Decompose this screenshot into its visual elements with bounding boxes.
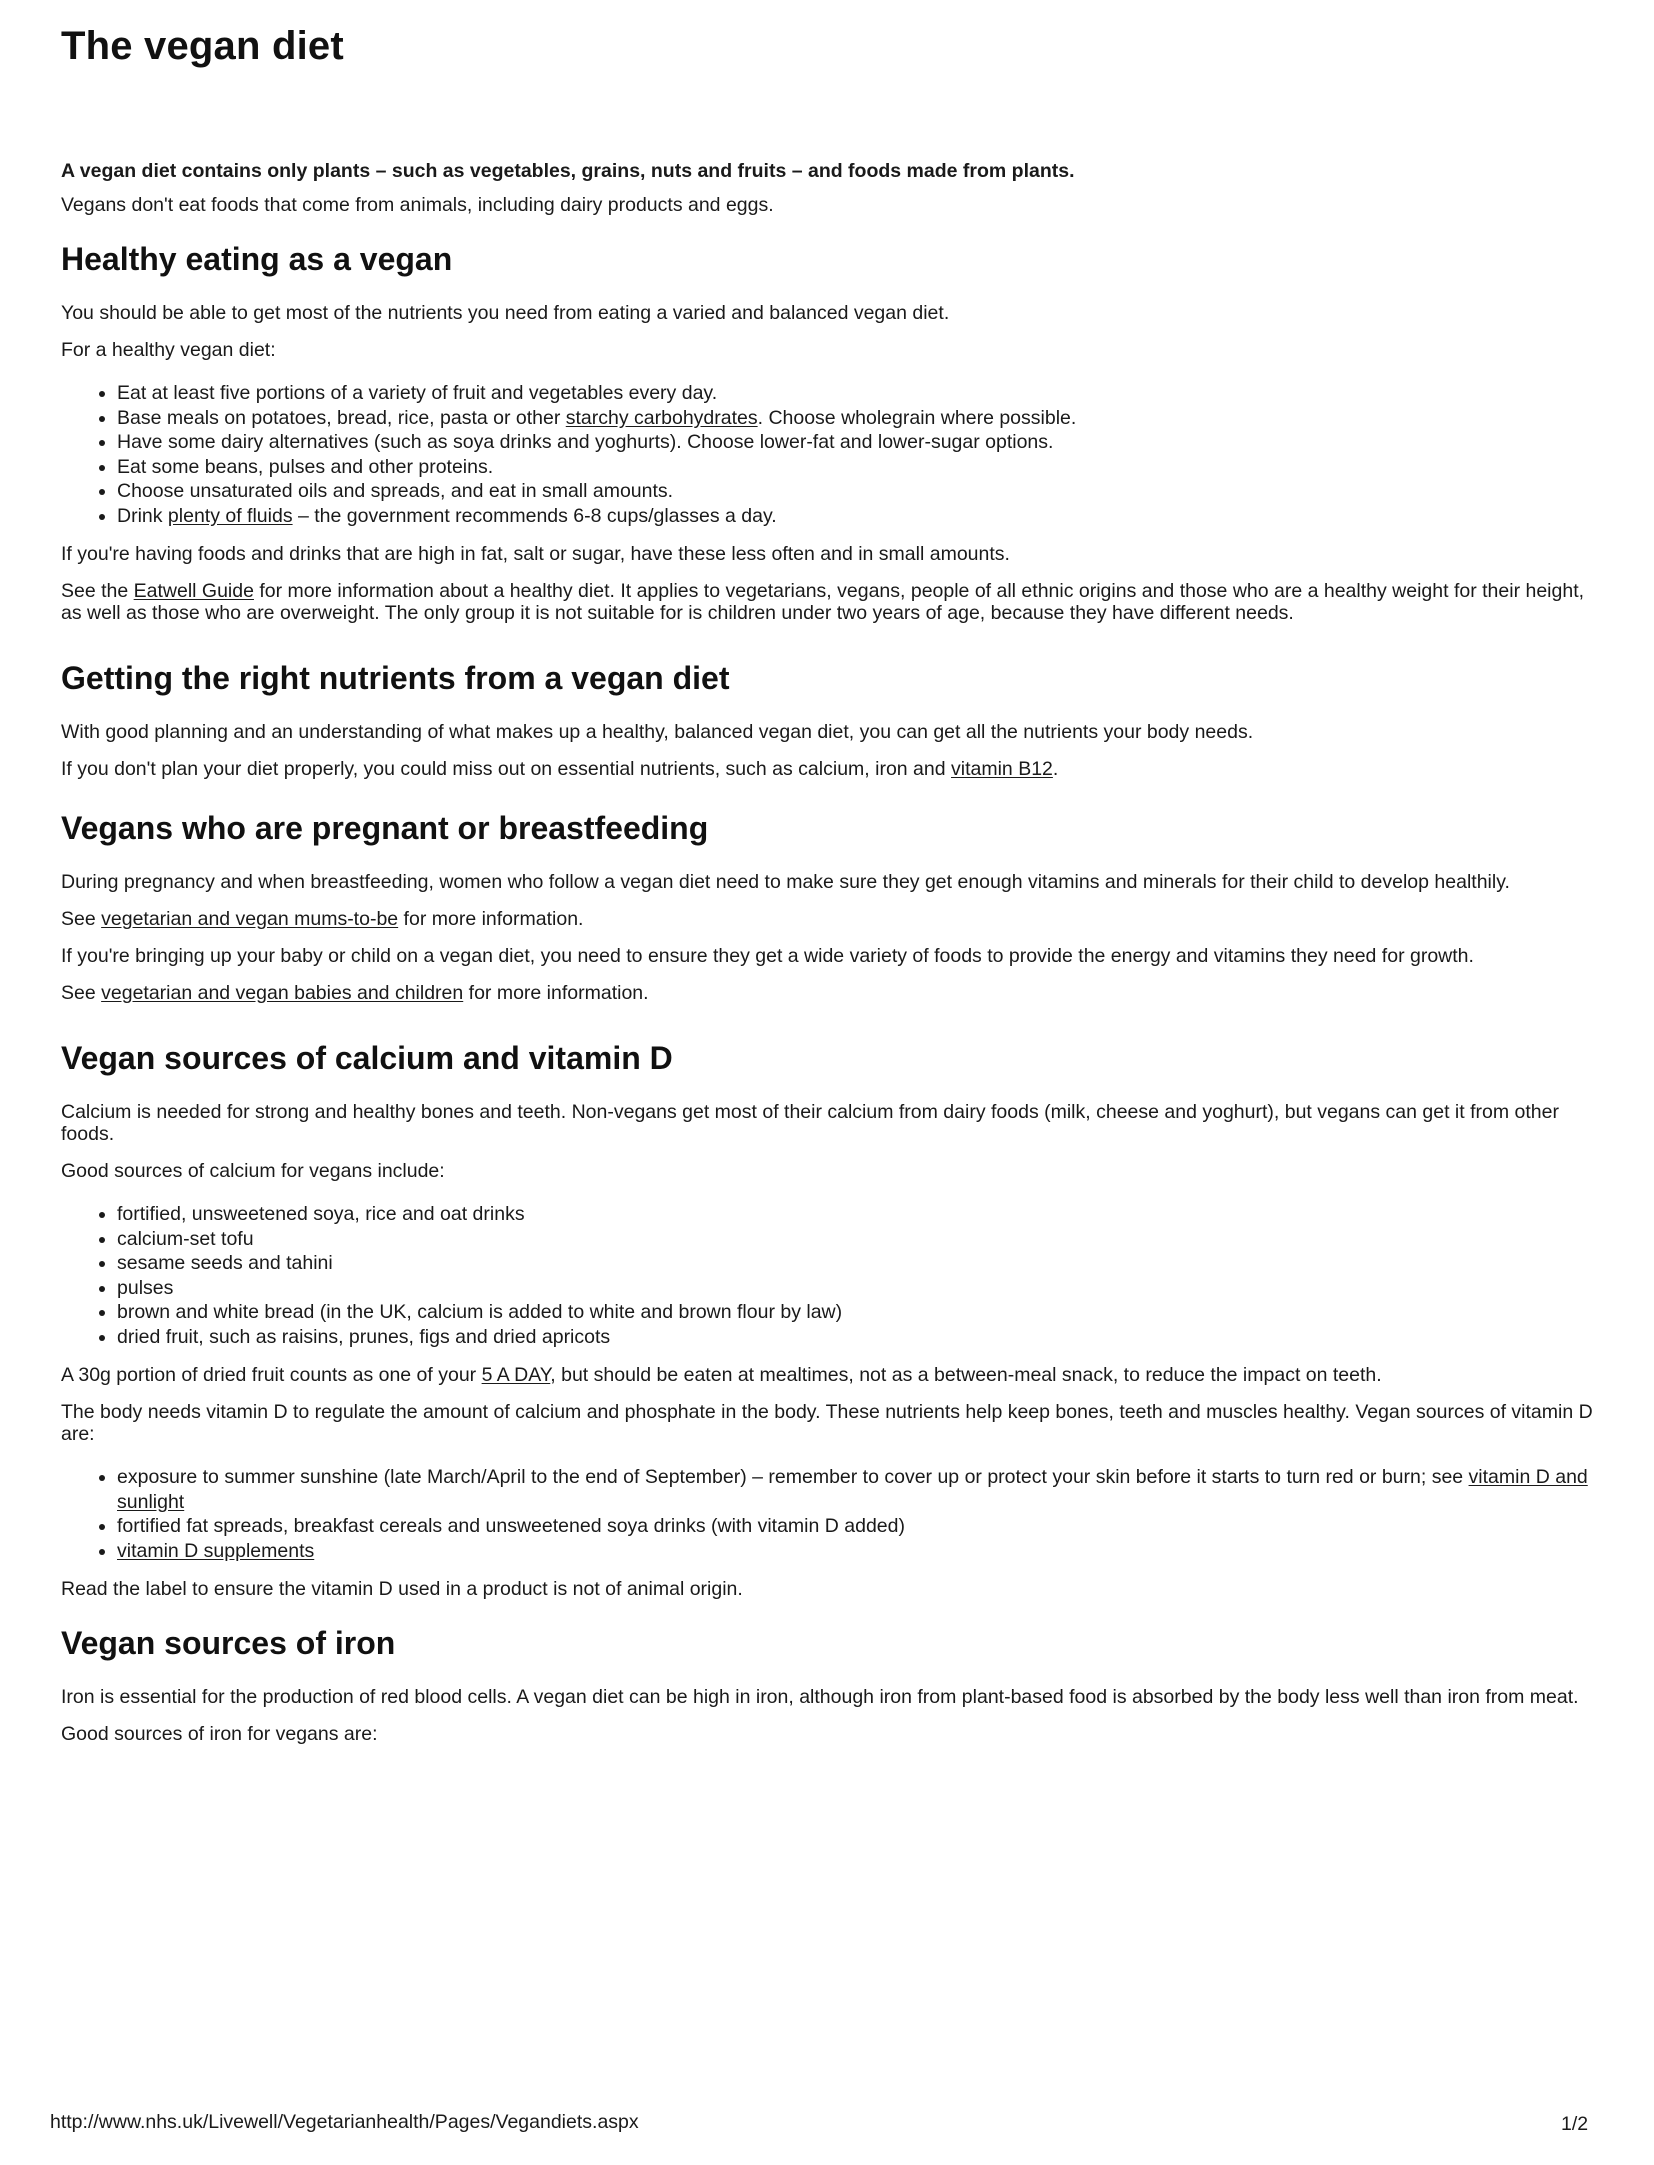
text-segment: pulses: [117, 1276, 174, 1299]
text-segment: If you don't plan your diet properly, you could miss out on essential nutrients, such as calcium, iron and: [61, 758, 952, 780]
list-item: [117, 1276, 1601, 1301]
paragraph: [61, 1101, 1601, 1145]
text-segment: For a healthy vegan diet:: [61, 339, 276, 361]
text-segment: If you're bringing up your baby or child on a vegan diet, you need to ensure they get a wide variety of foods to provide the energy and vitamins they need for growth.: [61, 945, 1474, 967]
text-segment: exposure to summer sunshine (late March/April to the end of September) – remember to cover up or protect your skin before it starts to turn red or burn; see: [117, 1466, 1469, 1488]
text-segment: If you're having foods and drinks that are high in fat, salt or sugar, have these less often and in small amounts.: [61, 543, 1010, 565]
paragraph: [61, 758, 1601, 780]
bullet-list: [61, 1465, 1601, 1563]
list-item: [117, 455, 1601, 480]
text-segment: calcium-set tofu: [117, 1227, 254, 1250]
text-segment: Good sources of iron for vegans are:: [61, 1723, 378, 1745]
text-segment: Read the label to ensure the vitamin D used in a product is not of animal origin.: [61, 1578, 743, 1600]
list-item: [117, 1202, 1601, 1227]
text-segment: Calcium is needed for strong and healthy bones and teeth. Non-vegans get most of their calcium from dairy foods (milk, cheese and yoghurt), but vegans can get it from other foods.: [61, 1101, 1559, 1145]
list-item: [117, 430, 1601, 455]
paragraph: [61, 945, 1601, 967]
text-segment: See: [61, 908, 102, 930]
list-item: [117, 479, 1601, 504]
text-segment: Eat at least five portions of a variety of fruit and vegetables every day.: [117, 382, 718, 404]
list-item: [117, 381, 1601, 406]
paragraph: [61, 1401, 1601, 1445]
paragraph: [61, 1578, 1601, 1600]
list-item: [117, 406, 1601, 431]
text-segment: Drink: [117, 504, 168, 527]
section-heading-vegan-sources-of-calcium-and-vitamin-d: Vegan sources of calcium and vitamin D: [61, 1040, 673, 1076]
text-segment: With good planning and an understanding of what makes up a healthy, balanced vegan diet, you can get all the nutrients your body needs.: [61, 721, 1254, 743]
list-item: [117, 504, 1601, 529]
paragraph: [61, 721, 1601, 743]
link-vitamin-d-supplements[interactable]: vitamin D supplements: [117, 1539, 315, 1562]
page-title: The vegan diet: [61, 24, 344, 68]
link-5-a-day[interactable]: 5 A DAY: [481, 1364, 551, 1386]
paragraph: [61, 339, 1601, 361]
page-number: 1/2: [1561, 2113, 1589, 2135]
text-segment: See the: [61, 580, 134, 602]
text-segment: Base meals on potatoes, bread, rice, pasta or other: [117, 406, 566, 429]
list-item: [117, 1325, 1601, 1350]
section-heading-getting-the-right-nutrients-from-a-vegan-diet: Getting the right nutrients from a vegan diet: [61, 660, 730, 696]
bullet-list: [61, 381, 1601, 528]
link-vegetarian-and-vegan-mums-to-be[interactable]: vegetarian and vegan mums-to-be: [101, 908, 399, 930]
paragraph: [61, 982, 1601, 1004]
list-item: [117, 1465, 1601, 1514]
text-segment: A 30g portion of dried fruit counts as one of your: [61, 1364, 482, 1386]
text-segment: for more information.: [463, 982, 649, 1004]
text-segment: fortified, unsweetened soya, rice and oat drinks: [117, 1203, 525, 1225]
text-segment: .: [1052, 758, 1059, 780]
list-item: [117, 1227, 1601, 1252]
paragraph: [61, 871, 1601, 893]
link-vegetarian-and-vegan-babies-and-children[interactable]: vegetarian and vegan babies and children: [101, 982, 464, 1004]
text-segment: dried fruit, such as raisins, prunes, figs and dried apricots: [117, 1325, 611, 1348]
text-segment: for more information about a healthy diet. It applies to vegetarians, vegans, people of all ethnic origins and those who are a healthy weight for their height, as well as those who are overweight. The only group it is not suitable for is children under two years of age, because they have different needs.: [61, 580, 1585, 624]
text-segment: , but should be eaten at mealtimes, not as a between-meal snack, to reduce the impact on teeth.: [550, 1364, 1382, 1386]
text-segment: During pregnancy and when breastfeeding, women who follow a vegan diet need to make sure they get enough vitamins and minerals for their child to develop healthily.: [61, 871, 1510, 893]
text-segment: Choose unsaturated oils and spreads, and eat in small amounts.: [117, 480, 674, 502]
link-plenty-of-fluids[interactable]: plenty of fluids: [167, 504, 293, 527]
list-item: [117, 1300, 1601, 1325]
list-item: [117, 1539, 1601, 1564]
text-segment: You should be able to get most of the nutrients you need from eating a varied and balanced vegan diet.: [61, 302, 950, 324]
paragraph: [61, 580, 1601, 624]
paragraph: [61, 1686, 1601, 1708]
section-heading-vegan-sources-of-iron: Vegan sources of iron: [61, 1625, 396, 1661]
text-segment: fortified fat spreads, breakfast cereals and unsweetened soya drinks (with vitamin D added): [117, 1515, 905, 1537]
text-segment: Iron is essential for the production of red blood cells. A vegan diet can be high in iron, although iron from plant-based food is absorbed by the body less well than iron from meat.: [61, 1686, 1579, 1708]
text-segment: See: [61, 982, 102, 1004]
paragraph: [61, 302, 1601, 324]
paragraph: [61, 543, 1601, 565]
link-vitamin-d-and-sunlight[interactable]: vitamin D and sunlight: [117, 1466, 1588, 1513]
list-item: [117, 1251, 1601, 1276]
text-segment: Eat some beans, pulses and other proteins.: [117, 455, 494, 478]
text-segment: Have some dairy alternatives (such as soya drinks and yoghurts). Choose lower-fat and lower-sugar options.: [117, 431, 1054, 453]
link-eatwell-guide[interactable]: Eatwell Guide: [133, 580, 254, 602]
list-item: [117, 1514, 1601, 1539]
link-vitamin-b12[interactable]: vitamin B12: [951, 758, 1053, 780]
text-segment: brown and white bread (in the UK, calcium is added to white and brown flour by law): [117, 1301, 843, 1323]
bullet-list: [61, 1202, 1601, 1349]
intro-text: Vegans don't eat foods that come from animals, including dairy products and eggs.: [61, 194, 774, 216]
link-starchy-carbohydrates[interactable]: starchy carbohydrates: [565, 406, 758, 429]
footer-url: http://www.nhs.uk/Livewell/Vegetarianhealth/Pages/Vegandiets.aspx: [50, 2111, 639, 2133]
section-heading-healthy-eating-as-a-vegan: Healthy eating as a vegan: [61, 241, 453, 277]
paragraph: [61, 908, 1601, 930]
paragraph: [61, 1364, 1601, 1386]
paragraph: [61, 1160, 1601, 1182]
text-segment: . Choose wholegrain where possible.: [757, 406, 1077, 429]
text-segment: sesame seeds and tahini: [117, 1252, 333, 1274]
text-segment: Good sources of calcium for vegans include:: [61, 1160, 445, 1182]
text-segment: The body needs vitamin D to regulate the amount of calcium and phosphate in the body. These nutrients help keep bones, teeth and muscles healthy. Vegan sources of vitamin D are:: [61, 1401, 1593, 1445]
sections-container: [61, 241, 1601, 1745]
intro-lead: A vegan diet contains only plants – such as vegetables, grains, nuts and fruits – and foods made from plants.: [61, 160, 1075, 182]
document-content: [61, 22, 1601, 1745]
text-segment: – the government recommends 6-8 cups/glasses a day.: [292, 504, 777, 527]
paragraph: [61, 1723, 1601, 1745]
text-segment: for more information.: [398, 908, 584, 930]
section-heading-vegans-who-are-pregnant-or-breastfeeding: Vegans who are pregnant or breastfeeding: [61, 810, 709, 846]
